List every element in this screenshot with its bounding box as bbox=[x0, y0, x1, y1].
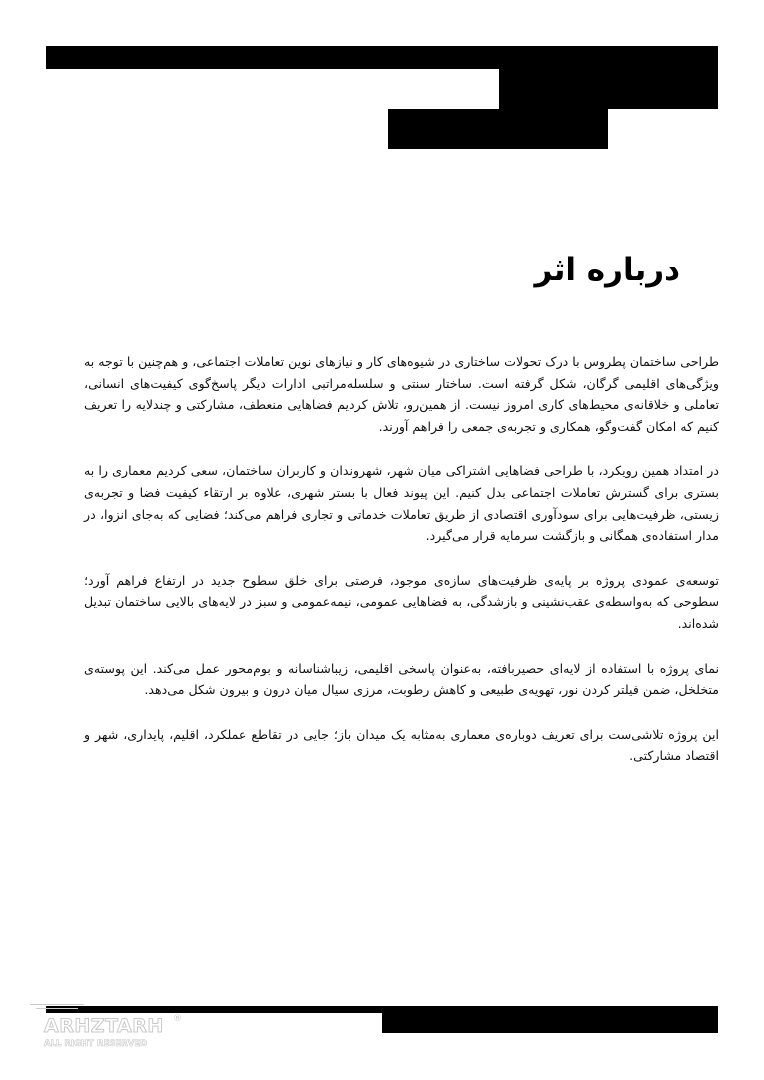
logo-line bbox=[36, 1008, 78, 1009]
page-title: درباره اثر bbox=[534, 252, 680, 288]
header-bar-top bbox=[46, 46, 718, 69]
registered-mark: ® bbox=[173, 1014, 182, 1024]
logo-rights-text: ALL RIGHT RESERVED bbox=[44, 1039, 148, 1049]
body-text bbox=[84, 351, 719, 790]
logo-line bbox=[30, 1004, 84, 1005]
paragraph-4: نمای پروژه با استفاده از لایه‌ای حصیربافته، به‌عنوان پاسخی اقلیمی، زیباشناسانه و بوم‌محور عمل می‌کند. این پوسته‌ی متخلخل، ضمن فیلتر کردن نور، تهویه‌ی طبیعی و کاهش رطوبت، مرزی سیال میان درون و بیرون شکل می‌دهد. bbox=[84, 660, 719, 698]
paragraph-1: طراحی ساختمان پطروس با درک تحولات ساختاری در شیوه‌های کار و نیازهای نوین تعاملات اجتماعی، و هم‌چنین با توجه به ویژگی‌های اقلیمی گرگان، شکل گرفته است. ساختار سنتی و سلسله‌مراتبی ادارات دیگر پاسخ‌گوی کیفیت‌های انسانی، تعاملی و خلاقانه‌ی محیط‌های کاری امروز نیست. از همین‌رو، تلاش کردیم فضاهایی منعطف، مشارکتی و چندلایه را تعریف کنیم که امکان گفت‌وگو، همکاری و تجربه‌ی جمعی را فراهم آورند. bbox=[84, 354, 719, 434]
logo-brand-text: ARHZTARH bbox=[44, 1015, 164, 1037]
watermark-logo bbox=[30, 1000, 190, 1052]
paragraph-5: این پروژه تلاشی‌ست برای تعریف دوباره‌ی معماری به‌مثابه یک میدان باز؛ جایی در تقاطع عملکرد، اقلیم، پایداری، شهر و اقتصاد مشارکتی. bbox=[84, 726, 719, 764]
footer-bar-block bbox=[382, 1006, 718, 1033]
paragraph-3: توسعه‌ی عمودی پروژه بر پایه‌ی ظرفیت‌های سازه‌ی موجود، فرصتی برای خلق سطوح جدید در ارتفاع فراهم آورد؛ سطوحی که به‌واسطه‌ی عقب‌نشینی و بازشدگی، به فضاهایی عمومی، نیمه‌عمومی و سبز در لایه‌های بالایی ساختمان تبدیل شده‌اند. bbox=[84, 572, 719, 631]
header-bar-bottom bbox=[388, 109, 608, 149]
header-bar-middle bbox=[499, 69, 718, 109]
paragraph-2: در امتداد همین رویکرد، با طراحی فضاهایی اشتراکی میان شهر، شهروندان و کاربران ساختمان، سعی کردیم معماری را به بستری برای گسترش تعاملات اجتماعی بدل کنیم. این پیوند فعال با بستر شهری، علاوه بر ارتقاء کیفیت فضا و تجربه‌ی زیستی، ظرفیت‌هایی برای سودآوری اقتصادی از طریق تعاملات خدماتی و تجاری فراهم می‌کند؛ فضایی که به‌جای انزوا، در مدار استفاده‌ی همگانی و بازگشت سرمایه قرار می‌گیرد. bbox=[84, 463, 719, 544]
